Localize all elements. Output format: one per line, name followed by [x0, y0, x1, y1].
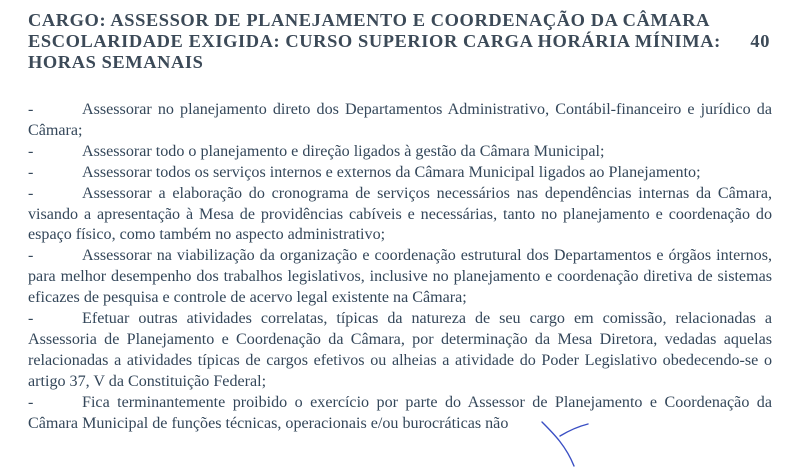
duty-item [28, 246, 772, 309]
bullet-dash: - [28, 310, 34, 328]
duties-list [28, 100, 772, 435]
duty-text: Assessorar todos os serviços internos e externos da Câmara Municipal ligados ao Planejamento; [82, 163, 701, 181]
heading-education-workload: ESCOLARIDADE EXIGIDA: CURSO SUPERIOR CARGA HORÁRIA MÍNIMA: [28, 31, 721, 51]
heading-hours-number: 40 [750, 31, 770, 51]
heading-requirements [28, 31, 770, 52]
duty-item [28, 100, 772, 142]
duty-item [28, 393, 772, 435]
bullet-dash: - [28, 393, 34, 411]
duty-text: Assessorar a elaboração do cronograma de serviços necessários nas dependências internas da Câmara, visando a apresentação à Mesa de providências cabíveis e necessárias, tanto no planejamento e coordenação do espaço físico, como também no aspecto administrativo; [28, 184, 772, 244]
duty-item [28, 163, 772, 184]
bullet-dash: - [28, 142, 34, 160]
duty-text: Fica terminantemente proibido o exercício por parte do Assessor de Planejamento e Coordenação da Câmara Municipal de funções técnicas, operacionais e/ou burocráticas não [28, 393, 772, 432]
duty-text: Assessorar todo o planejamento e direção ligados à gestão da Câmara Municipal; [82, 142, 605, 160]
duty-text: Efetuar outras atividades correlatas, típicas da natureza de seu cargo em comissão, relacionadas a Assessoria de Planejamento e Coordenação da Câmara, por determinação da Mesa Diretora, vedadas aquelas relacionadas a atividades típicas de cargos efetivos ou alheias a atividade do Poder Legislativo obedecendo-se o artigo 37, V da Constituição Federal; [28, 310, 772, 390]
document-page [28, 10, 772, 435]
heading-weekly-hours: HORAS SEMANAIS [28, 52, 204, 72]
duty-item [28, 309, 772, 393]
bullet-dash: - [28, 247, 34, 265]
bullet-dash: - [28, 184, 34, 202]
duty-text: Assessorar na viabilização da organização e coordenação estrutural dos Departamentos e órgãos internos, para melhor desempenho dos trabalhos legislativos, inclusive no planejamento e coordenação diretiva de sistemas eficazes de pesquisa e controle de acervo legal existente na Câmara; [28, 247, 772, 307]
bullet-dash: - [28, 101, 34, 118]
duty-item [28, 142, 772, 163]
duty-item [28, 184, 772, 247]
bullet-dash: - [28, 163, 34, 181]
duty-text: Assessorar no planejamento direto dos Departamentos Administrativo, Contábil-financeiro e jurídico da Câmara; [28, 101, 772, 139]
heading-position-title: CARGO: ASSESSOR DE PLANEJAMENTO E COORDENAÇÃO DA CÂMARA [28, 10, 711, 30]
document-heading [28, 10, 772, 73]
